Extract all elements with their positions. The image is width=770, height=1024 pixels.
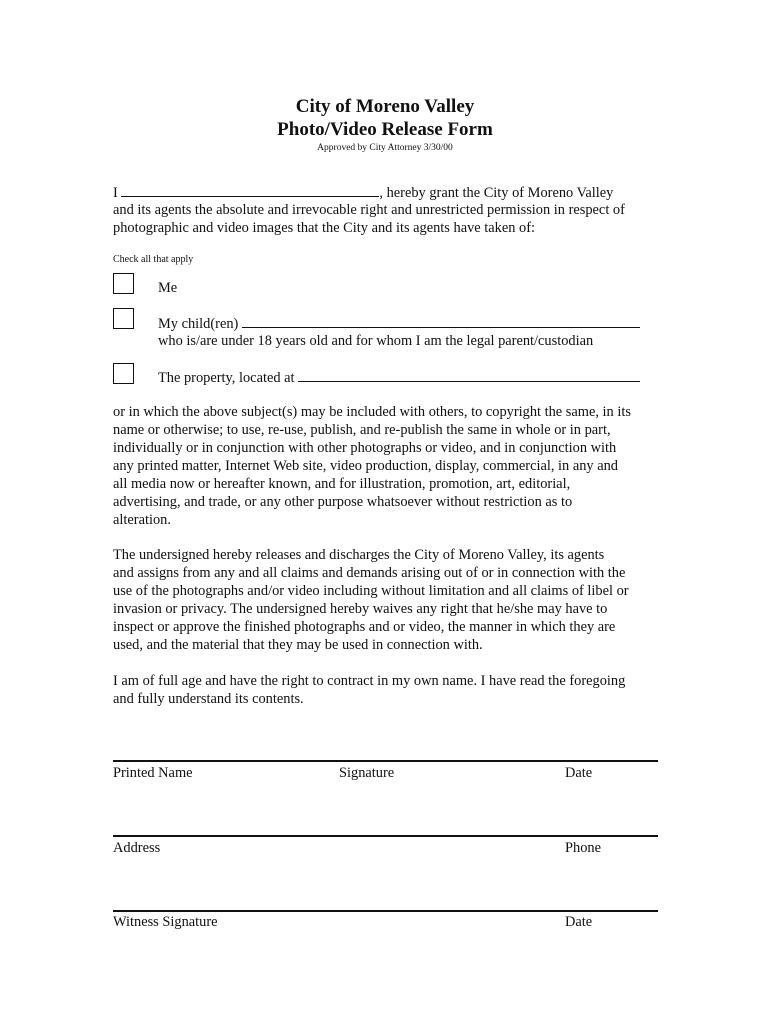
form-title-city: City of Moreno Valley	[295, 96, 475, 117]
date-label: Date	[565, 765, 593, 781]
intro-line-2: and its agents the absolute and irrevocable right and unrestricted permission in respect of	[113, 202, 625, 218]
option-children-line	[158, 314, 640, 333]
grantor-name-field[interactable]	[121, 183, 379, 197]
paragraph-2-line: inspect or approve the finished photographs and or video, the manner in which they are	[113, 619, 616, 635]
form-title: Photo/Video Release Form	[277, 119, 493, 140]
paragraph-1-line: any printed matter, Internet Web site, video production, display, commercial, in any and	[113, 458, 618, 474]
paragraph-2-line: The undersigned hereby releases and discharges the City of Moreno Valley, its agents	[113, 547, 605, 563]
paragraph-1-line: advertising, and trade, or any other purpose whatsoever without restriction as to	[113, 494, 573, 510]
signature-line-row-1[interactable]	[113, 760, 658, 762]
paragraph-1-line: name or otherwise; to use, re-use, publish, and re-publish the same in whole or in part,	[113, 422, 611, 438]
checkbox-children[interactable]	[113, 308, 134, 329]
signature-label: Signature	[339, 765, 395, 781]
intro-grant-text: , hereby grant the City of Moreno Valley	[379, 185, 614, 201]
paragraph-2-line: used, and the material that they may be used in connection with.	[113, 637, 483, 653]
property-location-field[interactable]	[298, 368, 640, 382]
address-label: Address	[113, 840, 161, 856]
approval-note: Approved by City Attorney 3/30/00	[317, 143, 453, 153]
children-names-field[interactable]	[242, 314, 640, 328]
witness-date-label: Date	[565, 914, 593, 930]
paragraph-1-line: or in which the above subject(s) may be included with others, to copyright the same, in its	[113, 404, 631, 420]
paragraph-1-line: individually or in conjunction with other photographs or video, and in conjunction with	[113, 440, 617, 456]
checkbox-me[interactable]	[113, 273, 134, 294]
paragraph-1-line: all media now or hereafter known, and for illustration, promotion, art, editorial,	[113, 476, 571, 492]
option-me-label: Me	[158, 280, 178, 296]
signature-line-row-2[interactable]	[113, 835, 658, 837]
phone-label: Phone	[565, 840, 601, 856]
option-children-label: My child(ren)	[158, 316, 239, 332]
paragraph-2-line: invasion or privacy. The undersigned hereby waives any right that he/she may have to	[113, 601, 608, 617]
check-instruction: Check all that apply	[113, 254, 194, 265]
option-property-label: The property, located at	[158, 370, 295, 386]
option-children-sub: who is/are under 18 years old and for whom I am the legal parent/custodian	[158, 333, 594, 349]
paragraph-2-line: use of the photographs and/or video including without limitation and all claims of libel or	[113, 583, 629, 599]
option-property-line	[158, 368, 640, 387]
paragraph-2-line: and assigns from any and all claims and demands arising out of or in connection with the	[113, 565, 626, 581]
paragraph-3-line: I am of full age and have the right to contract in my own name. I have read the foregoing	[113, 673, 626, 689]
intro-line-1	[113, 183, 613, 202]
paragraph-1-line: alteration.	[113, 512, 171, 528]
signature-line-row-3[interactable]	[113, 910, 658, 912]
printed-name-label: Printed Name	[113, 765, 193, 781]
intro-prefix: I	[113, 185, 118, 201]
checkbox-property[interactable]	[113, 363, 134, 384]
paragraph-3-line: and fully understand its contents.	[113, 691, 304, 707]
intro-line-3: photographic and video images that the City and its agents have taken of:	[113, 220, 536, 236]
witness-signature-label: Witness Signature	[113, 914, 218, 930]
